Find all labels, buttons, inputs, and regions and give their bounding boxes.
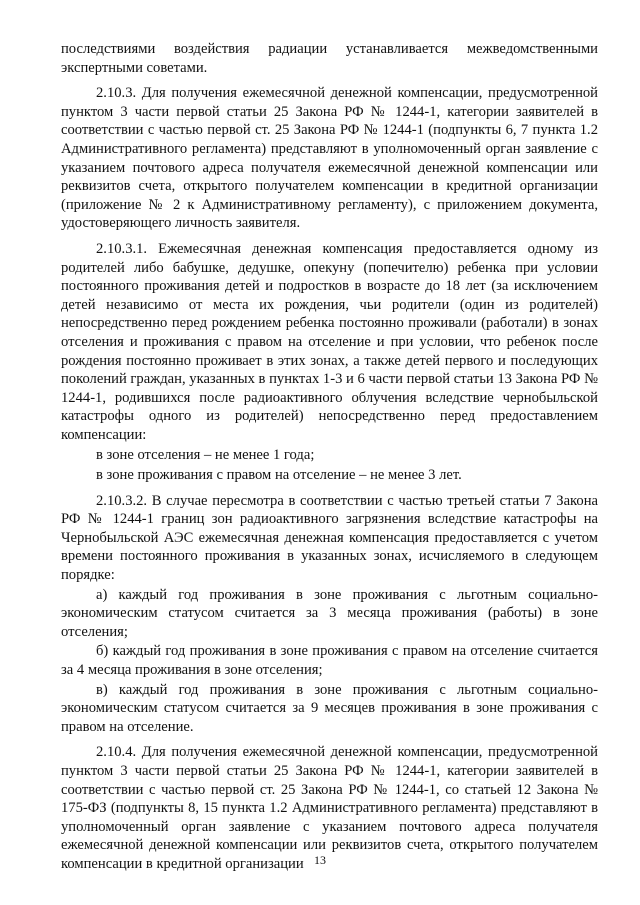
document-body xyxy=(61,40,598,881)
list-item-v: в) каждый год проживания в зоне проживания с льготным социально-экономическим статусом считается за 9 месяцев проживания в зоне проживания с правом на отселение. xyxy=(61,681,598,735)
list-item-right-to-resettle-zone: в зоне проживания с правом на отселение – не менее 3 лет. xyxy=(96,467,462,484)
page-number: 13 xyxy=(314,853,326,867)
paragraph-2-10-4: 2.10.4. Для получения ежемесячной денежной компенсации, предусмотренной пунктом 3 части первой статьи 25 Закона РФ № 1244-1, категории заявителей в соответствии с частью первой ст. 25 Закона РФ № 1244-1, со статьей 12 Закона № 175-ФЗ (подпункты 8, 15 пункта 1.2 Административного регламента) представляют в уполномоченный орган заявление с указанием почтового адреса получателя ежемесячной денежной компенсации или реквизитов счета, открытого получателем компенсации в кредитной организации xyxy=(61,744,598,872)
paragraph-2-10-3: 2.10.3. Для получения ежемесячной денежной компенсации, предусмотренной пунктом 3 части первой статьи 25 Закона РФ № 1244-1, категории заявителей в соответствии с частью первой ст. 25 Закона РФ № 1244-1 (подпункты 6, 7 пункта 1.2 Административного регламента) представляют в уполномоченный орган заявление с указанием почтового адреса получателя ежемесячной денежной компенсации или реквизитов счета, открытого получателем компенсации в кредитной организации (приложение № 2 к Административному регламенту), с приложением документа, удостоверяющего личность заявителя. xyxy=(61,85,598,232)
paragraph-2-10-3-2: 2.10.3.2. В случае пересмотра в соответствии с частью третьей статьи 7 Закона РФ № 1244-1 границ зон радиоактивного загрязнения вследствие катастрофы на Чернобыльской АЭС ежемесячная денежная компенсация предоставляется с учетом времени постоянного проживания в указанных зонах, исчисляемого в следующем порядке: xyxy=(61,492,598,584)
list-item-a: а) каждый год проживания в зоне проживания с льготным социально-экономическим статусом считается за 3 месяца проживания (работы) в зоне отселения; xyxy=(61,586,598,640)
paragraph-continuation: последствиями воздействия радиации устанавливается межведомственными экспертными советами. xyxy=(61,41,598,76)
list-item-b: б) каждый год проживания в зоне проживания с правом на отселение считается за 4 месяца проживания в зоне отселения; xyxy=(61,643,598,678)
paragraph-2-10-3-1: 2.10.3.1. Ежемесячная денежная компенсация предоставляется одному из родителей либо бабушке, дедушке, опекуну (попечителю) ребенка при условии постоянного проживания детей и подростков в возрасте до 18 лет (за исключением детей независимо от места их рождения, чьи родители (один из родителей) непосредственно перед рождением ребенка постоянно проживали (работали) в зонах отселения и проживания с правом на отселение и при условии, что ребенок после рождения постоянно проживает в этих зонах, а также детей первого и последующих поколений граждан, указанных в пунктах 1-3 и 6 части первой статьи 13 Закона РФ № 1244-1, родившихся после радиоактивного облучения вследствие чернобыльской катастрофы одного из родителей) непосредственно перед предоставлением компенсации: xyxy=(61,240,598,443)
list-item-resettlement-zone: в зоне отселения – не менее 1 года; xyxy=(96,447,315,464)
